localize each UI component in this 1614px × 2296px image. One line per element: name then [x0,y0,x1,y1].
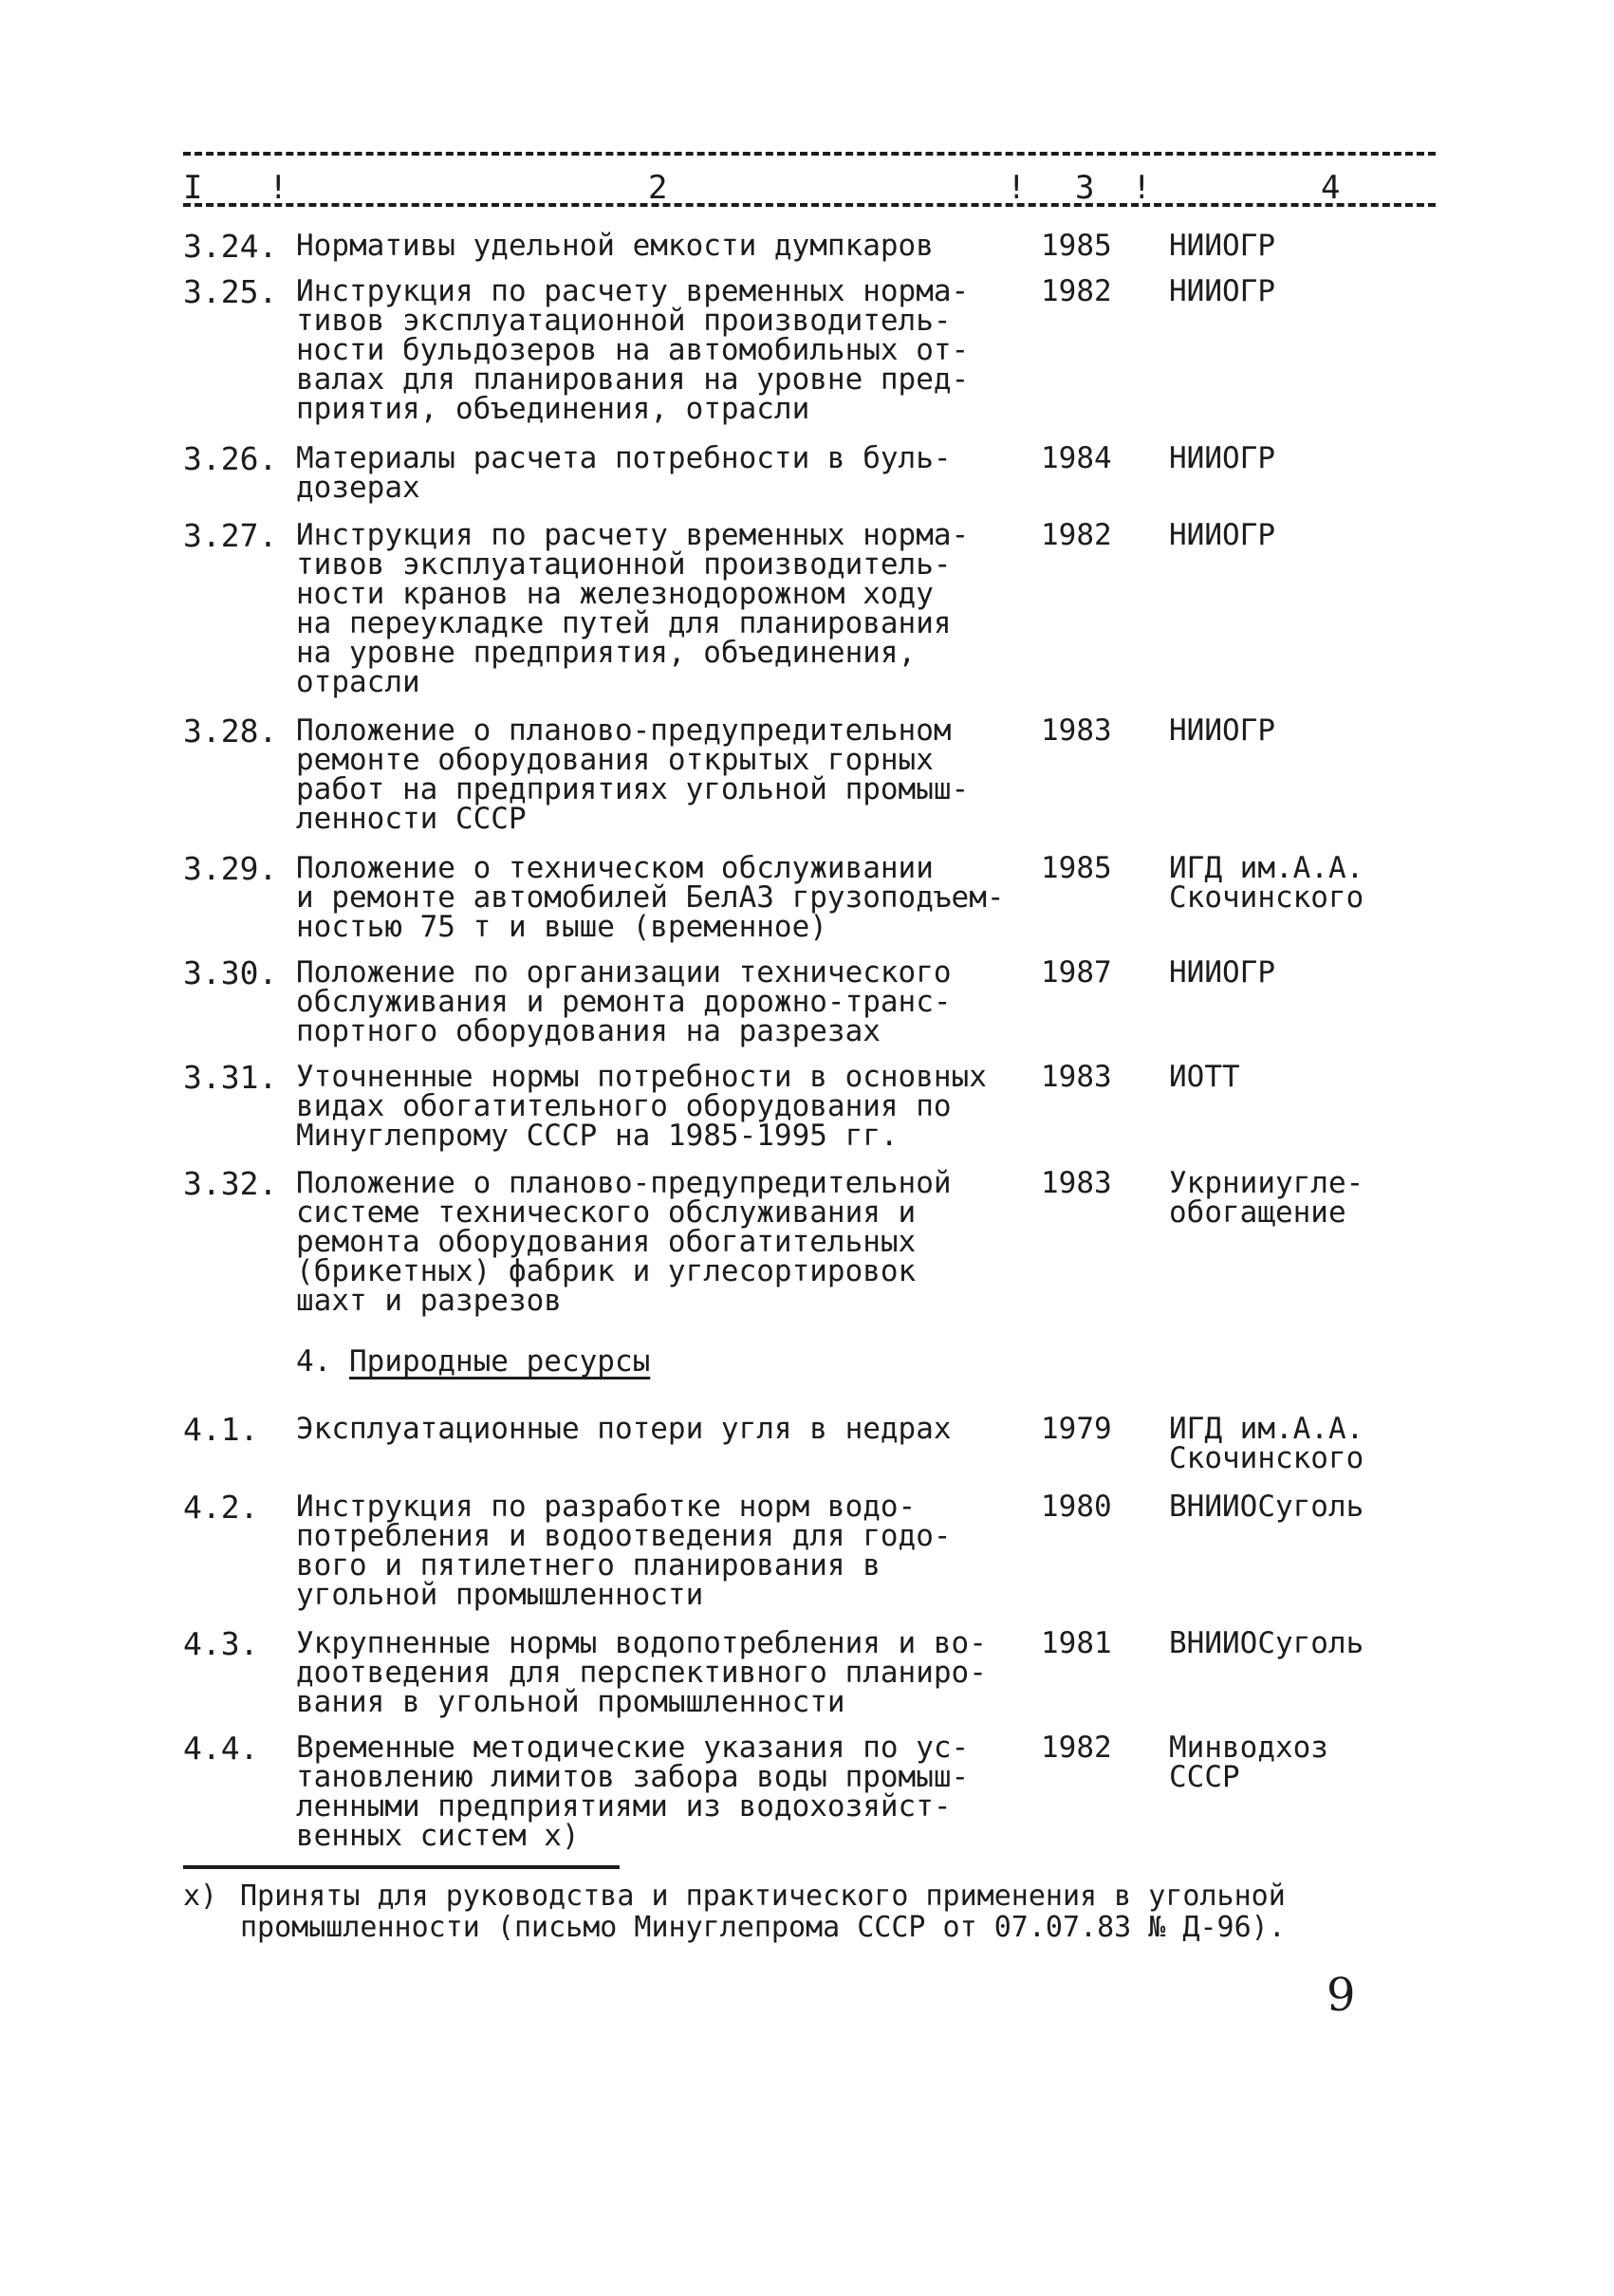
row-organization: ИОТТ [1169,1060,1240,1094]
column-separator: ! [1007,169,1027,207]
footnote-rule [183,1865,620,1869]
section-heading [296,1344,651,1379]
column-header-4: 4 [1321,169,1341,207]
row-title: Эксплуатационные потери угля в недрах [296,1412,952,1446]
column-separator: ! [1132,169,1152,207]
row-title: Материалы расчета потребности в буль- дозерах [296,441,952,505]
row-organization: ИГД им.А.А. Скочинского [1169,1412,1364,1475]
footnote-mark: х) [183,1879,218,1913]
row-title: Нормативы удельной емкости думпкаров [296,229,934,263]
row-title: Временные методические указания по ус- тановлению лимитов забора воды промыш- ленными предприятиями из водохозяйст- венных систем х) [296,1731,970,1853]
row-organization: НИИОГР [1169,441,1275,475]
row-organization: ИГД им.А.А. Скочинского [1169,851,1364,915]
row-organization: НИИОГР [1169,274,1275,308]
row-organization: НИИОГР [1169,518,1275,552]
row-title: Инструкция по расчету временных норма- тивов эксплуатационной производитель- ности кранов на железнодорожном ходу на переукладке путей для планирования на уровне предприятия, объединения, отрасли [296,518,970,699]
row-title: Инструкция по разработке норм водо- потребления и водоотведения для годо- вого и пятилетнего планирования в угольной промышленности [296,1490,952,1612]
row-year: 1982 [1041,274,1112,308]
row-title: Уточненные нормы потребности в основных видах обогатительного оборудования по Минуглепрому СССР на 1985-1995 гг. [296,1060,987,1153]
row-number: 4.1. [183,1411,259,1448]
row-year: 1987 [1041,955,1112,990]
row-year: 1983 [1041,713,1112,748]
row-number: 3.31. [183,1059,278,1096]
row-number: 3.29. [183,850,278,887]
column-separator: ! [269,169,288,207]
row-organization: НИИОГР [1169,229,1275,263]
page-number: 9 [1326,1969,1356,2022]
row-number: 4.3. [183,1625,259,1662]
section-title: Природные ресурсы [349,1344,651,1379]
row-title: Положение о техническом обслуживании и ремонте автомобилей БелАЗ грузоподъем- ностью 75 т и выше (временное) [296,851,1005,944]
row-number: 3.28. [183,713,278,750]
row-number: 3.25. [183,273,278,310]
row-title: Инструкция по расчету временных норма- тивов эксплуатационной производитель- ности бульдозеров на автомобильных от- валах для планирования на уровне пред- приятия, объединения, отрасли [296,274,970,426]
row-year: 1983 [1041,1060,1112,1094]
row-title: Положение по организации технического обслуживания и ремонта дорожно-транс- портного оборудования на разрезах [296,955,952,1048]
row-year: 1984 [1041,441,1112,475]
table-top-rule [183,152,1436,156]
row-organization: Укрнииугле- обогащение [1169,1166,1364,1230]
row-number: 4.2. [183,1489,259,1526]
row-year: 1980 [1041,1490,1112,1524]
row-organization: ВНИИОСуголь [1169,1626,1364,1660]
row-number: 4.4. [183,1730,259,1767]
row-year: 1983 [1041,1166,1112,1200]
row-organization: Минводхоз СССР [1169,1731,1328,1794]
row-year: 1982 [1041,518,1112,552]
row-title: Укрупненные нормы водопотребления и во- доотведения для перспективного планиро- вания в угольной промышленности [296,1626,987,1719]
row-title: Положение о планово-предупредительной системе технического обслуживания и ремонта оборудования обогатительных (брикетных) фабрик и углесортировок шахт и разрезов [296,1166,952,1318]
row-year: 1982 [1041,1731,1112,1765]
column-header-1: I [183,169,203,207]
row-number: 3.32. [183,1165,278,1202]
section-number: 4. [296,1344,332,1379]
row-number: 3.30. [183,954,278,991]
row-number: 3.24. [183,228,278,265]
row-organization: НИИОГР [1169,713,1275,748]
row-number: 3.26. [183,440,278,477]
row-year: 1979 [1041,1412,1112,1446]
row-year: 1985 [1041,851,1112,885]
column-header-2: 2 [648,169,668,207]
footnote-text: Приняты для руководства и практического применения в угольной промышленности (письмо Минуглепрома СССР от 07.07.83 № Д-96). [240,1879,1286,1944]
row-title: Положение о планово-предупредительном ремонте оборудования открытых горных работ на предприятиях угольной промыш- ленности СССР [296,713,970,836]
column-header-3: 3 [1075,169,1095,207]
header-bottom-rule [183,203,1436,207]
row-year: 1981 [1041,1626,1112,1660]
row-year: 1985 [1041,229,1112,263]
row-organization: ВНИИОСуголь [1169,1490,1364,1524]
row-organization: НИИОГР [1169,955,1275,990]
row-number: 3.27. [183,517,278,554]
